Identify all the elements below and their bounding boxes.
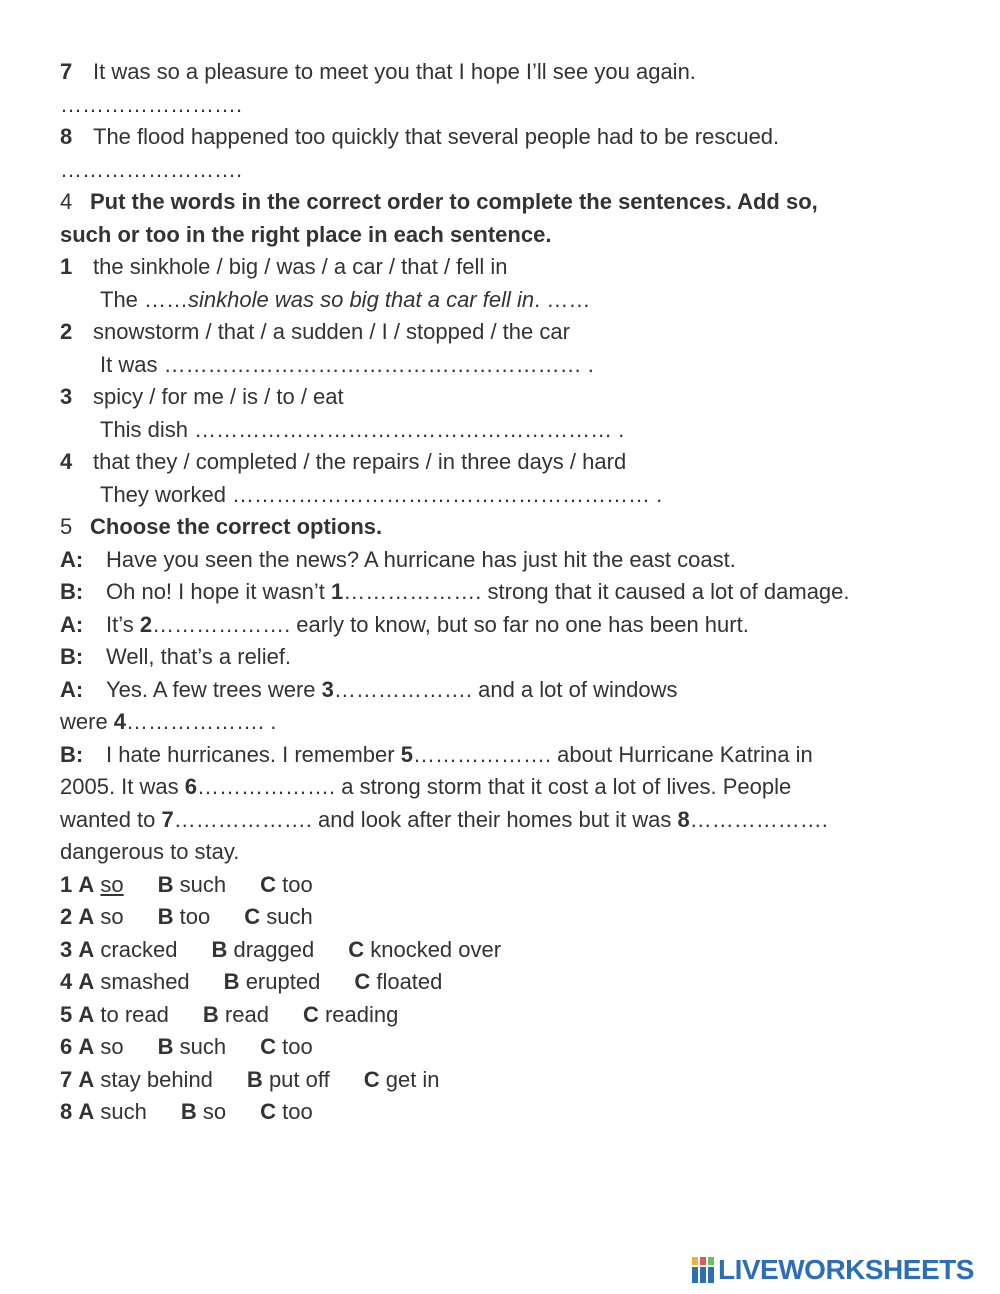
dialogue-line: dangerous to stay. xyxy=(60,839,240,864)
gap-blank[interactable]: ………………. strong that it caused a lot of damage. xyxy=(343,579,850,604)
s4-answer-1[interactable]: The ……sinkhole was so big that a car fell in. …… xyxy=(100,286,591,312)
option-b[interactable]: erupted xyxy=(245,969,321,994)
section-5-heading: 5 Choose the correct options. xyxy=(60,514,383,539)
gap-number: 8 xyxy=(677,806,690,832)
answer-line-8[interactable]: ……………………. xyxy=(60,156,243,182)
dialogue-line: 2005. It was 6………………. a strong storm that it cost a lot of lives. People xyxy=(60,774,792,799)
option-row-1: 1 A so B such C too xyxy=(60,869,960,902)
gap-blank[interactable]: ………………. and look after their homes but it was xyxy=(173,806,678,832)
option-c[interactable]: too xyxy=(282,1034,313,1059)
option-b[interactable]: read xyxy=(224,1001,269,1027)
answer-line-7[interactable]: ……………………. xyxy=(60,91,243,117)
s4-item-1: 1 the sinkhole / big / was / a car / that / fell in xyxy=(60,254,508,279)
option-row-4: 4 A smashed B erupted C floated xyxy=(60,966,960,999)
gap-blank[interactable]: ………………. a strong storm that it cost a lot of lives. People xyxy=(197,774,792,799)
dialogue-line: A: Yes. A few trees were 3………………. and a lot of windows xyxy=(60,676,678,702)
option-b[interactable]: such xyxy=(179,1034,227,1059)
dialogue-line: were 4………………. . xyxy=(60,709,277,734)
option-row-6: 6 A so B such C too xyxy=(60,1031,960,1064)
liveworksheets-logo[interactable] xyxy=(692,1253,992,1287)
option-c[interactable]: get in xyxy=(385,1066,440,1092)
section-4-heading: 4 Put the words in the correct order to complete the sentences. Add so, xyxy=(60,189,818,214)
s4-item-3: 3 spicy / for me / is / to / eat xyxy=(60,384,344,409)
s4-answer-3[interactable]: This dish ………………………………………………… . xyxy=(100,416,625,442)
option-c[interactable]: such xyxy=(266,904,313,929)
option-a[interactable]: stay behind xyxy=(100,1066,213,1092)
gap-blank[interactable]: ………………. about Hurricane Katrina in xyxy=(412,741,813,767)
dialogue-line: B: Oh no! I hope it wasn’t 1………………. strong that it caused a lot of damage. xyxy=(60,579,850,604)
gap-blank[interactable]: ………………. xyxy=(689,806,828,832)
option-row-8: 8 A such B so C too xyxy=(60,1096,960,1129)
gap-number: 6 xyxy=(184,774,197,799)
gap-number: 4 xyxy=(113,709,127,734)
option-a[interactable]: so xyxy=(100,904,124,929)
option-c[interactable]: too xyxy=(282,1099,313,1124)
dialogue-line: B: I hate hurricanes. I remember 5………………. about Hurricane Katrina in xyxy=(60,741,813,767)
option-a[interactable]: such xyxy=(100,1099,147,1124)
option-row-5: 5 A to read B read C reading xyxy=(60,999,960,1032)
option-row-3: 3 A cracked B dragged C knocked over xyxy=(60,934,960,967)
gap-blank[interactable]: ………………. . xyxy=(126,709,277,734)
brand-name: LIVEWORKSHEETS xyxy=(718,1254,974,1285)
option-a[interactable]: smashed xyxy=(100,969,190,994)
dialogue-line: B: Well, that’s a relief. xyxy=(60,644,292,669)
option-b[interactable]: too xyxy=(179,904,211,929)
option-b[interactable]: dragged xyxy=(233,936,315,962)
option-c[interactable]: reading xyxy=(324,1001,399,1027)
option-a[interactable]: so xyxy=(100,871,124,897)
option-b[interactable]: such xyxy=(179,871,227,897)
dialogue-line: A: Have you seen the news? A hurricane has just hit the east coast. xyxy=(60,546,736,572)
gap-number: 1 xyxy=(331,579,344,604)
option-c[interactable]: floated xyxy=(376,969,443,994)
option-row-7: 7 A stay behind B put off C get in xyxy=(60,1064,960,1097)
s4-answer-2[interactable]: It was ………………………………………………… . xyxy=(100,351,594,377)
s4-item-2: 2 snowstorm / that / a sudden / I / stopped / the car xyxy=(60,319,570,344)
dialogue-line: wanted to 7………………. and look after their homes but it was 8………………. xyxy=(60,806,828,832)
option-a[interactable]: so xyxy=(100,1034,124,1059)
item-7: 7 It was so a pleasure to meet you that I hope I’ll see you again. xyxy=(60,59,696,84)
gap-blank[interactable]: ………………. early to know, but so far no one has been hurt. xyxy=(152,611,749,637)
option-c[interactable]: knocked over xyxy=(370,936,502,962)
option-row-2: 2 A so B too C such xyxy=(60,901,960,934)
gap-number: 3 xyxy=(321,676,334,702)
gap-number: 2 xyxy=(139,611,153,637)
option-a[interactable]: cracked xyxy=(100,936,178,962)
liveworksheets-mark-icon xyxy=(692,1257,714,1283)
gap-blank[interactable]: ………………. and a lot of windows xyxy=(333,676,678,702)
dialogue-line: A: It’s 2………………. early to know, but so far no one has been hurt. xyxy=(60,611,749,637)
options-list xyxy=(60,869,960,1129)
option-a[interactable]: to read xyxy=(100,1001,169,1027)
worksheet-page xyxy=(60,56,960,1129)
option-c[interactable]: too xyxy=(282,871,313,897)
option-b[interactable]: so xyxy=(202,1099,227,1124)
s4-answer-4[interactable]: They worked ………………………………………………… . xyxy=(100,481,663,507)
option-b[interactable]: put off xyxy=(268,1066,330,1092)
item-8: 8 The flood happened too quickly that several people had to be rescued. xyxy=(60,124,780,149)
s4-item-4: 4 that they / completed / the repairs / in three days / hard xyxy=(60,449,627,474)
section-4-heading-cont: such or too in the right place in each sentence. xyxy=(60,221,552,247)
gap-number: 7 xyxy=(161,806,174,832)
gap-number: 5 xyxy=(400,741,413,767)
